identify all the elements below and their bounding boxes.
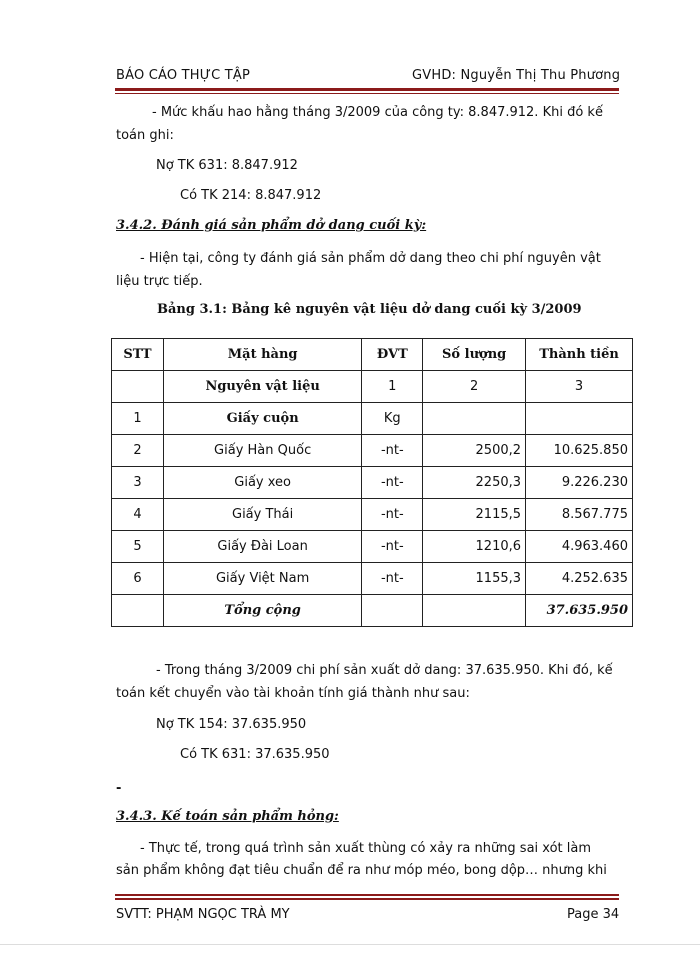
total-empty-cell [423, 595, 526, 627]
cell-stt: 1 [112, 403, 164, 435]
cell-quantity: 1155,3 [423, 563, 526, 595]
cell-unit: -nt- [362, 563, 423, 595]
footer-rule-thick [115, 898, 619, 900]
para3-line1: - Trong tháng 3/2009 chi phí sản xuất dở dang: 37.635.950. Khi đó, kế [156, 663, 613, 678]
table-row [112, 499, 633, 531]
cell-stt: 2 [112, 435, 164, 467]
cell-quantity [423, 403, 526, 435]
cell-amount: 4.252.635 [526, 563, 633, 595]
table-row [112, 403, 633, 435]
cell-item: Giấy Việt Nam [163, 563, 361, 595]
cell-stt [112, 371, 164, 403]
total-value: 37.635.950 [526, 595, 633, 627]
cell-quantity: 2 [423, 371, 526, 403]
footer-page-number: Page 34 [567, 907, 620, 922]
cell-quantity: 1210,6 [423, 531, 526, 563]
header-supervisor: GVHD: Nguyễn Thị Thu Phương [412, 68, 621, 83]
entry2-debit: Nợ TK 154: 37.635.950 [156, 717, 307, 732]
section-heading-342: 3.4.2. Đánh giá sản phẩm dở dang cuối kỳ: [116, 218, 427, 233]
page-bottom-edge [0, 944, 700, 945]
para2-line1: - Hiện tại, công ty đánh giá sản phẩm dở dang theo chi phí nguyên vật [140, 251, 601, 266]
table-row [112, 563, 633, 595]
table-row [112, 435, 633, 467]
cell-item: Giấy Đài Loan [163, 531, 361, 563]
cell-stt: 6 [112, 563, 164, 595]
cell-amount: 8.567.775 [526, 499, 633, 531]
cell-amount: 4.963.460 [526, 531, 633, 563]
total-empty-cell [362, 595, 423, 627]
cell-item: Giấy xeo [163, 467, 361, 499]
materials-table [111, 338, 633, 627]
header-rule-thin [115, 93, 619, 94]
para2-line2: liệu trực tiếp. [116, 274, 203, 289]
cell-amount: 3 [526, 371, 633, 403]
table-row [112, 531, 633, 563]
total-label: Tổng cộng [163, 595, 361, 627]
stray-dash: - [116, 781, 122, 796]
cell-item: Giấy Hàn Quốc [163, 435, 361, 467]
header-cell-item: Mặt hàng [163, 339, 361, 371]
entry1-credit: Có TK 214: 8.847.912 [180, 188, 322, 203]
cell-item: Nguyên vật liệu [163, 371, 361, 403]
cell-item: Giấy Thái [163, 499, 361, 531]
entry1-debit: Nợ TK 631: 8.847.912 [156, 158, 298, 173]
header-cell-unit: ĐVT [362, 339, 423, 371]
cell-amount: 10.625.850 [526, 435, 633, 467]
cell-unit: -nt- [362, 467, 423, 499]
entry2-credit: Có TK 631: 37.635.950 [180, 747, 330, 762]
cell-unit: -nt- [362, 499, 423, 531]
header-report-title: BÁO CÁO THỰC TẬP [116, 68, 251, 83]
para4-line1: - Thực tế, trong quá trình sản xuất thùng có xảy ra những sai xót làm [140, 841, 592, 856]
table-total-row [112, 595, 633, 627]
para1-line1: - Mức khấu hao hằng tháng 3/2009 của công ty: 8.847.912. Khi đó kế [152, 105, 603, 120]
header-cell-stt: STT [112, 339, 164, 371]
table-row [112, 371, 633, 403]
cell-stt: 5 [112, 531, 164, 563]
header-cell-quantity: Số lượng [423, 339, 526, 371]
table-header-row [112, 339, 633, 371]
cell-quantity: 2115,5 [423, 499, 526, 531]
section-heading-343: 3.4.3. Kế toán sản phẩm hỏng: [116, 809, 339, 824]
cell-unit: -nt- [362, 531, 423, 563]
cell-stt: 3 [112, 467, 164, 499]
cell-unit: Kg [362, 403, 423, 435]
cell-item: Giấy cuộn [163, 403, 361, 435]
cell-quantity: 2250,3 [423, 467, 526, 499]
cell-stt: 4 [112, 499, 164, 531]
para1-line2: toán ghi: [116, 128, 174, 143]
para4-line2: sản phẩm không đạt tiêu chuẩn để ra như móp méo, bong dộp… nhưng khi [116, 863, 607, 878]
total-empty-cell [112, 595, 164, 627]
cell-unit: -nt- [362, 435, 423, 467]
cell-amount: 9.226.230 [526, 467, 633, 499]
header-rule-thick [115, 88, 619, 91]
cell-amount [526, 403, 633, 435]
cell-unit: 1 [362, 371, 423, 403]
table-caption: Bảng 3.1: Bảng kê nguyên vật liệu dở dang cuối kỳ 3/2009 [157, 302, 582, 317]
table-row [112, 467, 633, 499]
para3-line2: toán kết chuyển vào tài khoản tính giá thành như sau: [116, 686, 470, 701]
cell-quantity: 2500,2 [423, 435, 526, 467]
footer-rule-thin [115, 894, 619, 896]
footer-student: SVTT: PHẠM NGỌC TRÀ MY [116, 907, 290, 922]
header-cell-amount: Thành tiền [526, 339, 633, 371]
